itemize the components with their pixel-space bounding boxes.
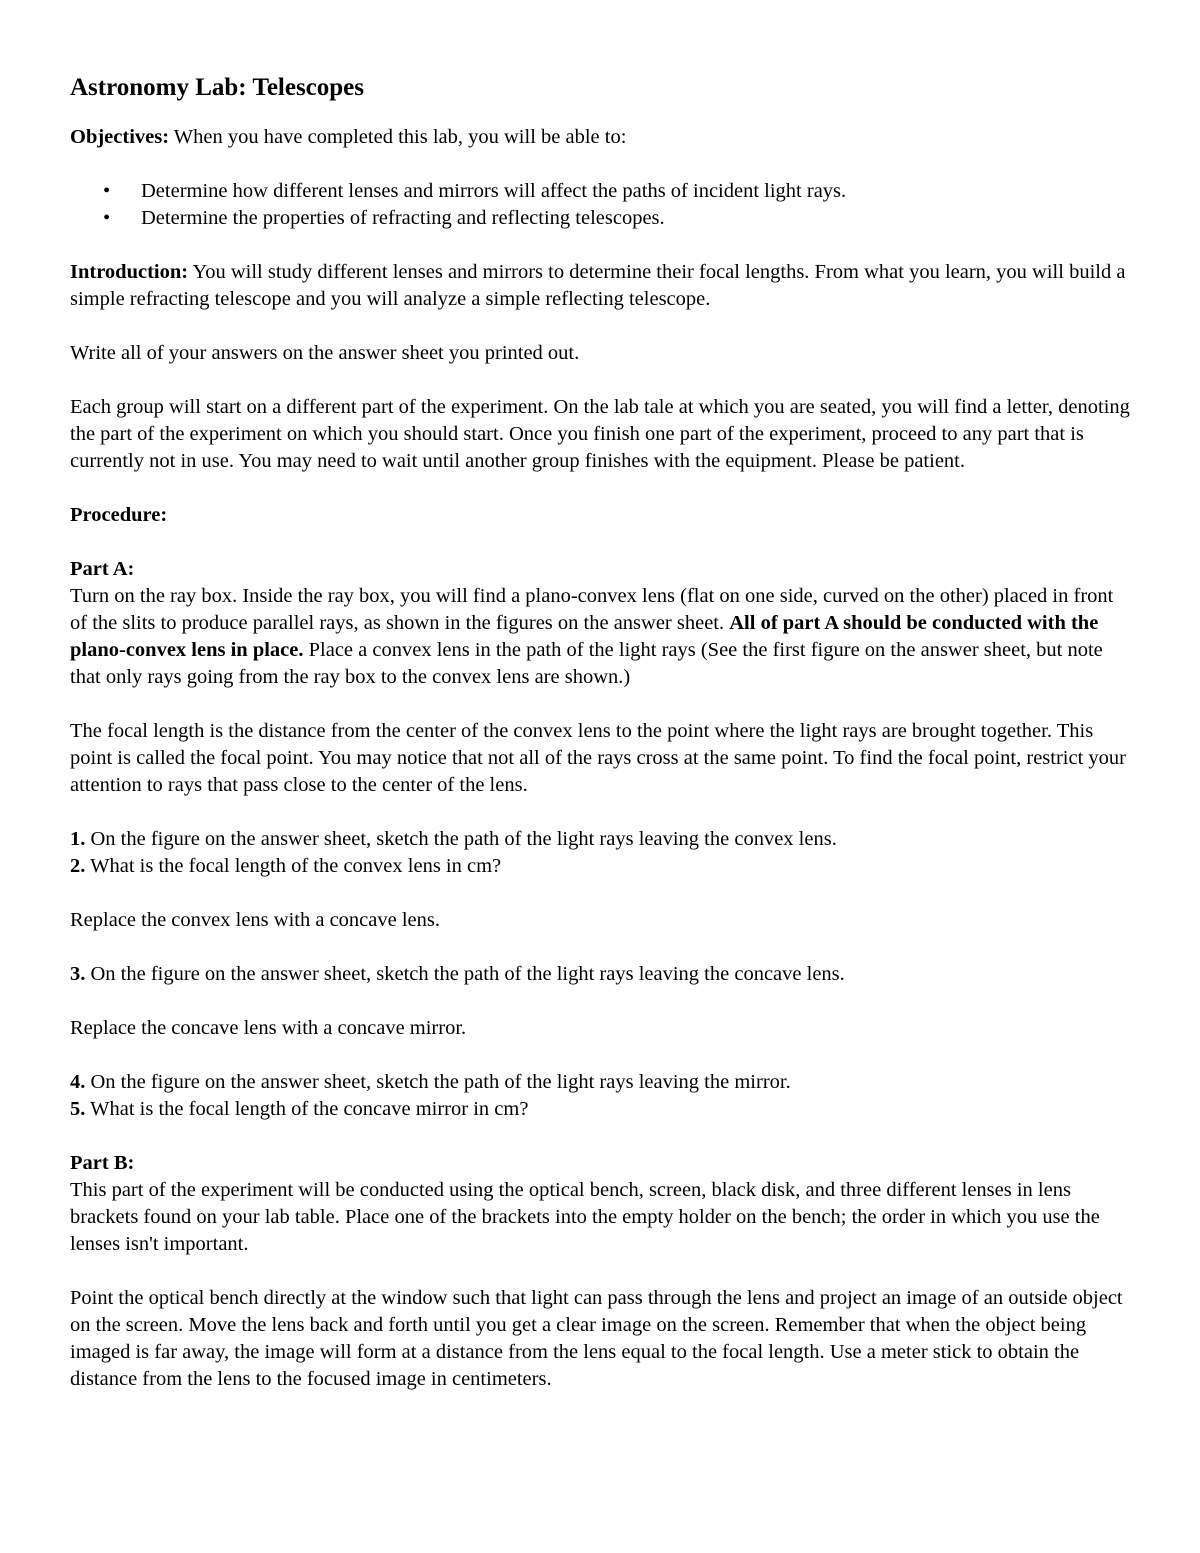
question-3-text: On the figure on the answer sheet, sketch the path of the light rays leaving the concave lens. — [85, 963, 845, 985]
part-a-heading: Part A: — [70, 558, 135, 580]
procedure-heading: Procedure: — [70, 504, 168, 526]
question-3 — [70, 961, 1135, 988]
replace-concave-paragraph: Replace the concave lens with a concave mirror. — [70, 1017, 467, 1039]
question-1-text: On the figure on the answer sheet, sketch the path of the light rays leaving the convex lens. — [85, 828, 837, 850]
question-5-number: 5. — [70, 1098, 86, 1120]
objectives-paragraph — [70, 124, 1135, 151]
page-title: Astronomy Lab: Telescopes — [70, 74, 365, 101]
questions-1-2 — [70, 826, 1135, 880]
objectives-text: When you have completed this lab, you will be able to: — [169, 126, 627, 148]
question-5 — [70, 1096, 1135, 1123]
part-b-heading: Part B: — [70, 1152, 135, 1174]
introduction-text: You will study different lenses and mirrors to determine their focal lengths. From what you learn, you will build a simple refracting telescope and you will analyze a simple reflecting telescope. — [70, 261, 1126, 310]
list-item — [70, 178, 1135, 205]
list-item — [70, 205, 1135, 232]
focal-length-paragraph: The focal length is the distance from the center of the convex lens to the point where the light rays are brought together. This point is called the focal point. You may notice that not all of the rays cross at the same point. To find the focal point, restrict your attention to rays that pass close to the center of the lens. — [70, 720, 1126, 796]
part-b-text: This part of the experiment will be conducted using the optical bench, screen, black disk, and three different lenses in lens brackets found on your lab table. Place one of the brackets into the empty holder on the bench; the order in which you use the lenses isn't important. — [70, 1179, 1100, 1255]
objectives-label: Objectives: — [70, 126, 170, 148]
point-bench-paragraph: Point the optical bench directly at the window such that light can pass through the lens and project an image of an outside object on the screen. Move the lens back and forth until you get a clear image on the screen. Remember that when the object being imaged is far away, the image will form at a distance from the lens equal to the focal length. Use a meter stick to obtain the distance from the lens to the focused image in centimeters. — [70, 1287, 1123, 1390]
part-a-text-1: Turn on the ray box. Inside the ray box, you will find a plano-convex lens (flat on one side, curved on the other) placed in front of the slits to produce parallel rays, as shown in the figures on the answer sheet. — [70, 585, 1114, 634]
question-4-text: On the figure on the answer sheet, sketch the path of the light rays leaving the mirror. — [85, 1071, 791, 1093]
write-answers-paragraph: Write all of your answers on the answer sheet you printed out. — [70, 342, 580, 364]
part-a-text-2: Place a convex lens in the path of the light rays (See the first figure on the answer sheet, but note that only rays going from the ray box to the convex lens are shown.) — [70, 639, 1103, 688]
question-1 — [70, 826, 1135, 853]
introduction-label: Introduction: — [70, 261, 189, 283]
question-2-text: What is the focal length of the convex lens in cm? — [85, 855, 502, 877]
objective-2: Determine the properties of refracting and reflecting telescopes. — [141, 207, 665, 229]
part-a-intro — [70, 556, 1135, 691]
introduction-paragraph — [70, 259, 1135, 313]
objectives-list — [70, 178, 1135, 232]
question-4-number: 4. — [70, 1071, 86, 1093]
question-2 — [70, 853, 1135, 880]
each-group-paragraph: Each group will start on a different part of the experiment. On the lab tale at which you are seated, you will find a letter, denoting the part of the experiment on which you should start. Once you finish one part of the experiment, proceed to any part that is currently not in use. You may need to wait until another group finishes with the equipment. Please be patient. — [70, 396, 1130, 472]
objective-1: Determine how different lenses and mirrors will affect the paths of incident light rays. — [141, 180, 847, 202]
question-5-text: What is the focal length of the concave mirror in cm? — [85, 1098, 529, 1120]
bullet-icon: • — [103, 207, 111, 229]
question-4 — [70, 1069, 1135, 1096]
question-3-number: 3. — [70, 963, 86, 985]
questions-4-5 — [70, 1069, 1135, 1123]
question-2-number: 2. — [70, 855, 86, 877]
document-page — [70, 72, 1135, 1420]
part-b-intro — [70, 1150, 1135, 1258]
bullet-icon: • — [103, 180, 111, 202]
part-a-text-bold: All of part A should be conducted with the plano-convex lens in place. — [70, 612, 1099, 661]
replace-convex-paragraph: Replace the convex lens with a concave lens. — [70, 909, 440, 931]
question-1-number: 1. — [70, 828, 86, 850]
